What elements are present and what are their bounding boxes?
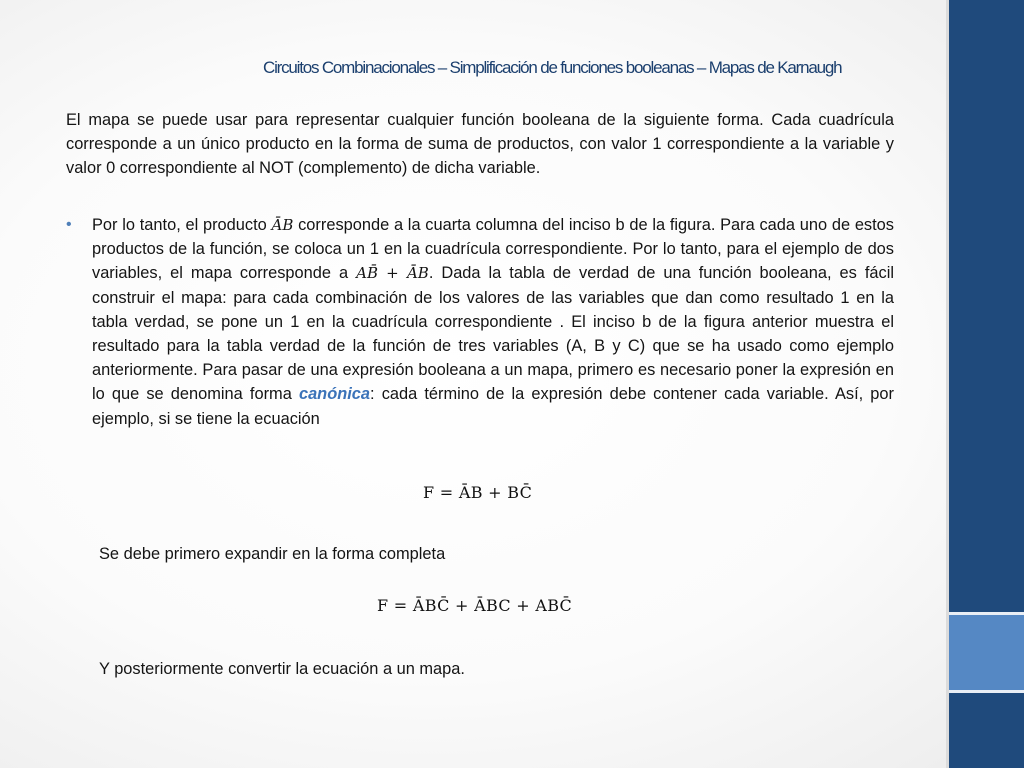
product-expression: ĀB (271, 216, 294, 234)
keyword-canonica: canónica (298, 385, 371, 404)
bullet-text-3: . Dada la tabla de verdad de una función booleana, es fácil construir el mapa: para cada combinación de los valores de las variables que dan como resultado 1 en la tabla verdad, se pone un 1 en la cuadrícula correspondiente . El inciso b de la figura anterior muestra el resultado para la tabla verdad de la función de tres variables (A, B y C) que se ha usado como ejemplo anteriormente. Para pasar de una expresión booleana a un mapa, primero es necesario poner la expresión en lo que se denomina forma (92, 264, 894, 404)
equation-f-short: F = ĀB + BC̄ (423, 483, 533, 502)
map-expression: AB̄ + ĀB (356, 264, 429, 283)
bullet-marker-icon: • (66, 216, 72, 233)
bullet-text-1: Por lo tanto, el producto (92, 216, 272, 234)
bullet-paragraph (92, 213, 894, 431)
slide-title: Circuitos Combinacionales – Simplificación de funciones booleanas – Mapas de Karnaugh (263, 58, 842, 77)
sidebar-accent-block (949, 615, 1024, 690)
intro-paragraph: El mapa se puede usar para representar cualquier función booleana de la siguiente forma. Cada cuadrícula corresponde a un único producto en la forma de suma de productos, con valor 1 correspondiente a la variable y valor 0 correspondiente al NOT (complemento) de dicha variable. (66, 111, 894, 178)
equation-f-expanded: F = ĀBC̄ + ĀBC + ABC̄ (377, 596, 573, 615)
convert-instruction: Y posteriormente convertir la ecuación a un mapa. (99, 660, 465, 678)
sidebar-accent-gap-bottom (949, 690, 1024, 693)
bullet-text-2: corresponde a la cuarta columna del inciso b de la figura. Para cada uno de estos productos de la función, se coloca un 1 en la cuadrícula correspondiente. Por lo tanto, para el ejemplo de dos variables, el mapa corresponde a (92, 216, 894, 283)
expand-instruction: Se debe primero expandir en la forma completa (99, 545, 446, 563)
bullet-text-4: : cada término de la expresión debe contener cada variable. Así, por ejemplo, si se tiene la ecuación (92, 385, 894, 428)
